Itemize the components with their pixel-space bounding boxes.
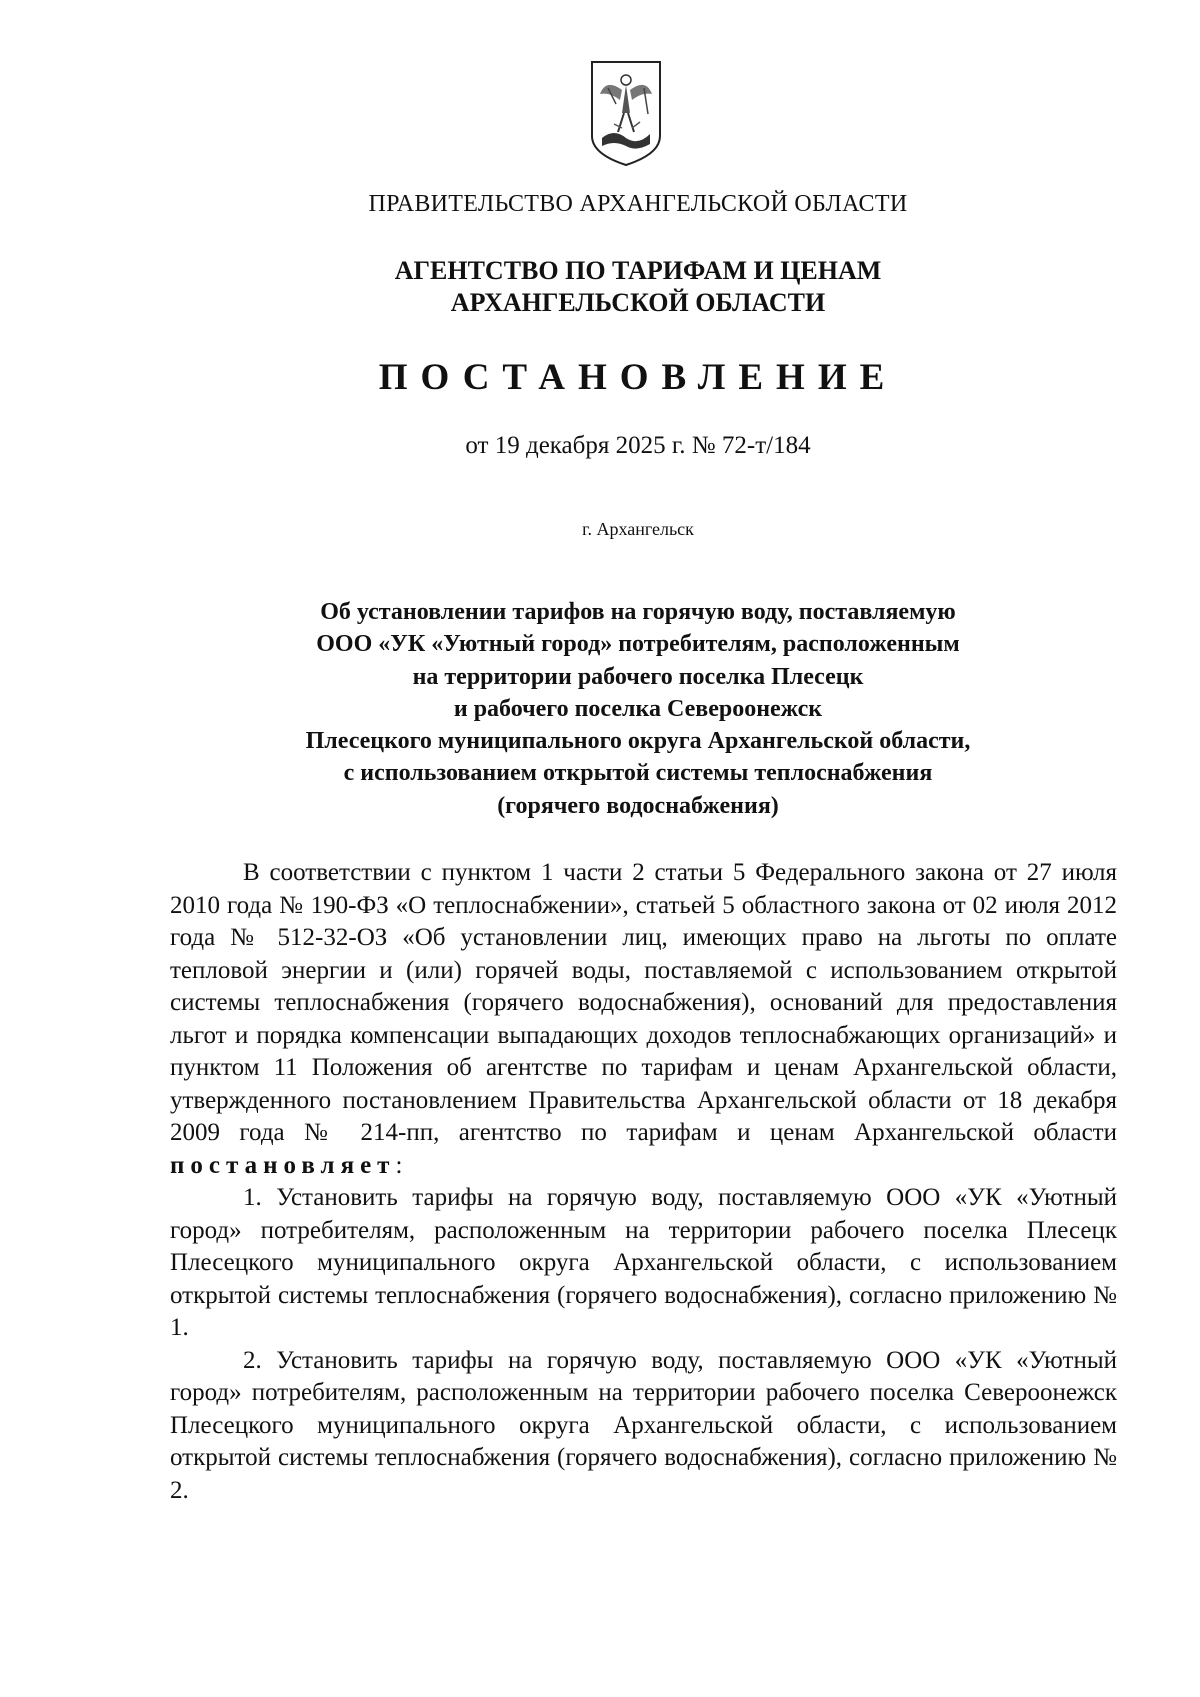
title-line: и рабочего поселка Североонежск [453,695,823,722]
document-title [0,596,1200,822]
document-body [170,857,1117,1507]
coat-of-arms-icon [588,58,664,168]
title-line: Об установлении тарифов на горячую воду, поставляемую [320,599,956,625]
agency-name-line: АРХАНГЕЛЬСКОЙ ОБЛАСТИ [450,288,826,317]
preamble-text: В соответствии с пунктом 1 части 2 статьи 5 Федерального закона от 27 июля 2010 года № 190-ФЗ «О теплоснабжении», статьей 5 областного закона от 02 июля 2012 года № 512-32-ОЗ «Об установлении лиц, имеющих право на льготы по оплате тепловой энергии и (или) горячей воды, поставляемой с использованием открытой системы теплоснабжения (горячего водоснабжения), оснований для предоставления льгот и порядка компенсации выпадающих доходов теплоснабжающих организаций» и пунктом 11 Положения об агентстве по тарифам и ценам Архангельской области, утвержденного постановлением Правительства Архангельской области от 18 декабря 2009 года № 214-пп, агентство по тарифам и ценам Архангельской области [170,859,1117,1146]
decree-word: постановляет [170,1151,396,1179]
document-type: ПОСТАНОВЛЕНИЕ [378,357,898,398]
agency-name [0,255,1200,319]
title-line: Плесецкого муниципального округа Архангельской области, [305,728,971,755]
title-line: ООО «УК «Уютный город» потребителям, расположенным [316,631,960,658]
title-line: (горячего водоснабжения) [497,792,779,819]
government-name: ПРАВИТЕЛЬСТВО АРХАНГЕЛЬСКОЙ ОБЛАСТИ [368,191,908,217]
document-date-number: от 19 декабря 2025 г. № 72-т/184 [465,432,811,459]
decree-item-1: 1. Установить тарифы на горячую воду, поставляемую ООО «УК «Уютный город» потребителям, расположенным на территории рабочего поселка Плесецк Плесецкого муниципального округа Архангельской области, с использованием открытой системы теплоснабжения (горячего водоснабжения), согласно приложению № 1. [170,1184,1117,1341]
preamble-paragraph [170,857,1117,1182]
title-line: с использованием открытой системы теплоснабжения [343,760,933,787]
decree-item-2: 2. Установить тарифы на горячую воду, поставляемую ООО «УК «Уютный город» потребителям, расположенным на территории рабочего поселка Североонежск Плесецкого муниципального округа Архангельской области, с использованием открытой системы теплоснабжения (горячего водоснабжения), согласно приложению № 2. [170,1346,1117,1504]
agency-name-line: АГЕНТСТВО ПО ТАРИФАМ И ЦЕНАМ [394,256,882,285]
document-city: г. Архангельск [582,519,694,539]
title-line: на территории рабочего поселка Плесецк [412,663,864,690]
decree-colon: : [395,1151,403,1179]
